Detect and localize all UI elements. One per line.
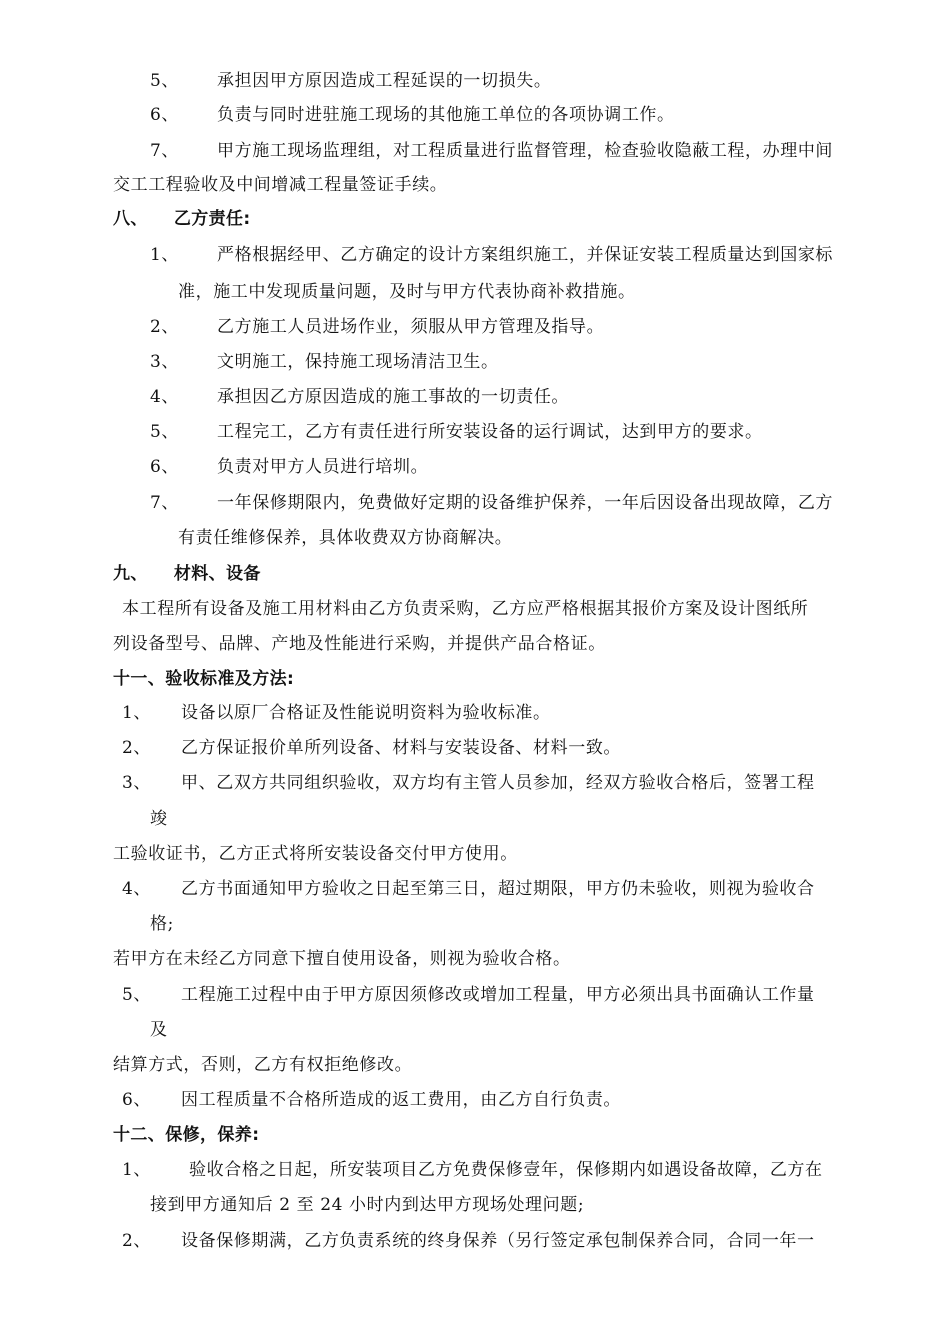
- item-continuation: 交工工程验收及中间增减工程量签证手续。: [113, 175, 448, 195]
- list-item: [150, 244, 833, 266]
- item-number: 5、: [150, 71, 180, 91]
- item-number: 4、: [150, 387, 180, 407]
- item-text: 承担因乙方原因造成的施工事故的一切责任。: [217, 387, 570, 407]
- item-number: 3、: [122, 773, 152, 793]
- section-heading: [113, 563, 261, 585]
- item-text: 甲方施工现场监理组，对工程质量进行监督管理，检查验收隐蔽工程，办理中间: [217, 141, 834, 161]
- item-number: 1、: [122, 703, 152, 723]
- item-number: 7、: [150, 141, 180, 161]
- list-item: [122, 1159, 823, 1181]
- heading-number: 八、: [113, 209, 148, 229]
- list-item: [122, 1089, 621, 1111]
- list-item: [122, 702, 551, 724]
- item-continuation: 接到甲方通知后 2 至 24 小时内到达甲方现场处理问题;: [150, 1195, 585, 1215]
- list-item: [150, 104, 675, 126]
- item-continuation: 有责任维修保养，具体收费双方协商解决。: [178, 528, 513, 548]
- item-text: 工程完工，乙方有责任进行所安装设备的运行调试，达到甲方的要求。: [217, 422, 763, 442]
- item-number: 2、: [122, 1231, 152, 1251]
- section-heading: 十二、保修，保养:: [113, 1125, 260, 1145]
- paragraph-line: 列设备型号、品牌、产地及性能进行采购，并提供产品合格证。: [113, 634, 606, 654]
- item-text: 承担因甲方原因造成工程延误的一切损失。: [217, 71, 552, 91]
- item-wrap: 格;: [150, 914, 174, 934]
- item-number: 5、: [150, 422, 180, 442]
- item-number: 6、: [150, 457, 180, 477]
- item-text: 设备以原厂合格证及性能说明资料为验收标准。: [181, 703, 551, 723]
- item-number: 6、: [150, 105, 180, 125]
- item-text: 设备保修期满，乙方负责系统的终身保养（另行签定承包制保养合同，合同一年一: [181, 1231, 815, 1251]
- list-item: [150, 456, 428, 478]
- item-text: 负责与同时进驻施工现场的其他施工单位的各项协调工作。: [217, 105, 675, 125]
- item-text: 因工程质量不合格所造成的返工费用，由乙方自行负责。: [181, 1090, 622, 1110]
- list-item: [150, 316, 604, 338]
- item-number: 4、: [122, 879, 152, 899]
- list-item: [122, 878, 815, 900]
- list-item: [150, 140, 833, 162]
- item-number: 1、: [150, 245, 180, 265]
- paragraph-line: 本工程所有设备及施工用材料由乙方负责采购，乙方应严格根据其报价方案及设计图纸所: [122, 599, 809, 619]
- item-text: 甲、乙双方共同组织验收，双方均有主管人员参加，经双方验收合格后，签署工程: [181, 773, 815, 793]
- item-text: 一年保修期限内，免费做好定期的设备维护保养，一年后因设备出现故障，乙方: [217, 493, 834, 513]
- item-number: 2、: [122, 738, 152, 758]
- item-text: 严格根据经甲、乙方确定的设计方案组织施工，并保证安装工程质量达到国家标: [217, 245, 834, 265]
- item-continuation: 若甲方在未经乙方同意下擅自使用设备，则视为验收合格。: [113, 949, 571, 969]
- item-text: 乙方书面通知甲方验收之日起至第三日，超过期限，甲方仍未验收，则视为验收合: [181, 879, 815, 899]
- item-continuation: 工验收证书，乙方正式将所安装设备交付甲方使用。: [113, 844, 518, 864]
- list-item: [122, 737, 621, 759]
- item-text: 文明施工，保持施工现场清洁卫生。: [217, 352, 499, 372]
- item-text: 工程施工过程中由于甲方原因须修改或增加工程量，甲方必须出具书面确认工作量: [181, 985, 815, 1005]
- item-text: 乙方施工人员进场作业，须服从甲方管理及指导。: [217, 317, 605, 337]
- heading-text: 材料、设备: [173, 564, 261, 584]
- item-number: 6、: [122, 1090, 152, 1110]
- item-number: 5、: [122, 985, 152, 1005]
- list-item: [122, 1230, 815, 1252]
- item-text: 乙方保证报价单所列设备、材料与安装设备、材料一致。: [181, 738, 622, 758]
- section-heading: 十一、验收标准及方法:: [113, 669, 295, 689]
- heading-number: 九、: [113, 564, 148, 584]
- item-text: 验收合格之日起，所安装项目乙方免费保修壹年，保修期内如遇设备故障，乙方在: [189, 1160, 823, 1180]
- item-number: 1、: [122, 1160, 152, 1180]
- list-item: [150, 70, 551, 92]
- item-wrap: 及: [150, 1020, 168, 1040]
- section-heading: [113, 208, 251, 230]
- item-number: 3、: [150, 352, 180, 372]
- list-item: [150, 386, 569, 408]
- item-text: 负责对甲方人员进行培圳。: [217, 457, 429, 477]
- list-item: [122, 772, 815, 794]
- item-number: 7、: [150, 493, 180, 513]
- list-item: [150, 421, 763, 443]
- heading-text: 乙方责任:: [173, 209, 251, 229]
- list-item: [122, 984, 815, 1006]
- item-continuation: 准，施工中发现质量问题，及时与甲方代表协商补救措施。: [178, 282, 636, 302]
- item-wrap: 竣: [150, 809, 168, 829]
- list-item: [150, 351, 499, 373]
- item-continuation: 结算方式，否则，乙方有权拒绝修改。: [113, 1055, 413, 1075]
- item-number: 2、: [150, 317, 180, 337]
- list-item: [150, 492, 833, 514]
